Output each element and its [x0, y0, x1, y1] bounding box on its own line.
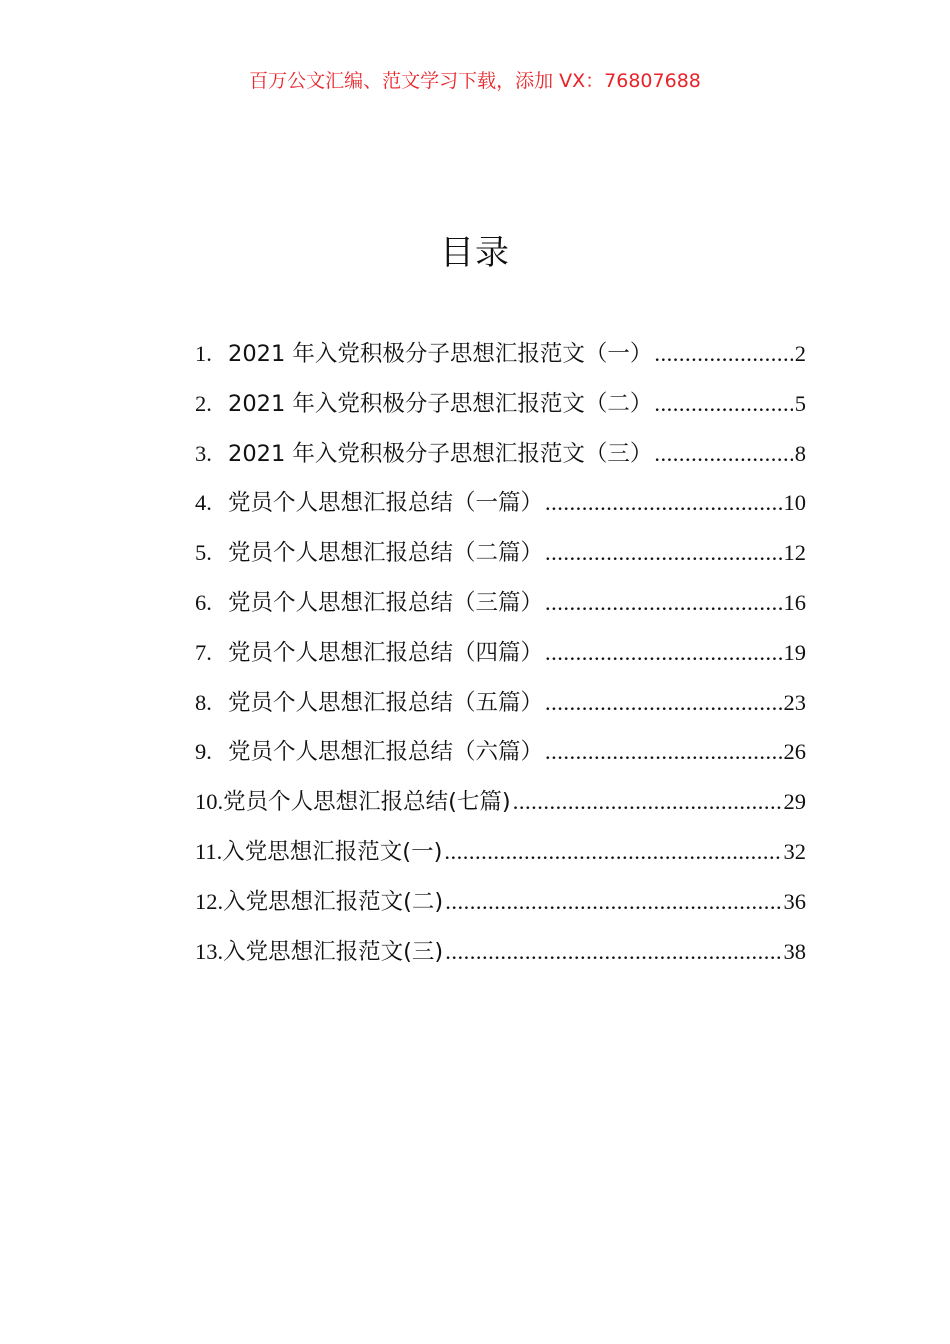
toc-entry-page: 8	[794, 440, 806, 466]
toc-entry-number: 2.	[195, 390, 212, 416]
toc-entry-number: 1.	[195, 341, 212, 366]
toc-entry-page: 26	[783, 739, 806, 765]
toc-entry-title: 党员个人思想汇报总结(七篇)	[223, 789, 511, 816]
toc-title: 目录	[440, 233, 510, 273]
toc-entry-number: 4.	[195, 490, 212, 516]
toc-leader-dots	[545, 678, 781, 728]
toc-leader-dots	[654, 379, 792, 429]
toc-list	[195, 329, 806, 976]
toc-entry-page: 19	[783, 639, 806, 665]
toc-entry-number: 3.	[195, 440, 212, 466]
toc-leader-dots	[445, 927, 781, 977]
toc-entry-number: 6.	[195, 589, 212, 615]
toc-entry-4[interactable]	[195, 478, 806, 528]
toc-entry-title: 入党思想汇报范文(三)	[223, 938, 444, 965]
toc-entry-2[interactable]	[195, 379, 806, 429]
toc-entry-9[interactable]	[195, 727, 806, 777]
toc-entry-number: 5.	[195, 540, 212, 566]
toc-leader-dots	[545, 478, 781, 528]
toc-leader-dots	[513, 777, 782, 827]
toc-entry-title: 2021 年入党积极分子思想汇报范文（一）	[228, 341, 653, 367]
toc-entry-page: 5	[794, 390, 806, 416]
toc-entry-8[interactable]	[195, 678, 806, 728]
toc-entry-7[interactable]	[195, 628, 806, 678]
toc-entry-number: 8.	[195, 689, 212, 715]
toc-entry-1[interactable]	[195, 329, 806, 379]
toc-entry-title: 党员个人思想汇报总结（三篇）	[228, 589, 544, 616]
toc-entry-title: 2021 年入党积极分子思想汇报范文（二）	[228, 390, 653, 417]
toc-entry-title: 2021 年入党积极分子思想汇报范文（三）	[228, 440, 653, 467]
toc-entry-3[interactable]	[195, 429, 806, 479]
toc-entry-page: 29	[783, 789, 806, 815]
toc-entry-10[interactable]	[195, 777, 806, 827]
toc-entry-page: 32	[783, 838, 806, 864]
toc-entry-page: 16	[783, 589, 806, 615]
toc-entry-13[interactable]	[195, 927, 806, 977]
toc-entry-5[interactable]	[195, 528, 806, 578]
toc-entry-page: 10	[783, 490, 806, 516]
toc-entry-title: 入党思想汇报范文(二)	[223, 888, 444, 915]
toc-entry-page: 23	[783, 689, 806, 715]
toc-entry-number: 10.	[195, 789, 224, 815]
toc-entry-number: 9.	[195, 739, 212, 765]
toc-leader-dots	[444, 827, 781, 877]
toc-leader-dots	[445, 877, 781, 927]
toc-entry-title: 入党思想汇报范文(一)	[222, 838, 443, 865]
toc-entry-title: 党员个人思想汇报总结（五篇）	[228, 689, 544, 716]
toc-entry-page: 36	[783, 888, 806, 914]
toc-entry-title: 党员个人思想汇报总结（四篇）	[228, 639, 544, 666]
toc-leader-dots	[545, 578, 781, 628]
toc-leader-dots	[545, 628, 781, 678]
toc-leader-dots	[654, 429, 792, 479]
toc-entry-number: 12.	[195, 888, 224, 914]
toc-entry-page: 12	[783, 540, 806, 566]
toc-leader-dots	[545, 528, 781, 578]
toc-entry-title: 党员个人思想汇报总结（六篇）	[228, 739, 544, 766]
toc-entry-number: 13.	[195, 938, 224, 964]
toc-entry-title: 党员个人思想汇报总结（一篇）	[228, 490, 544, 517]
toc-entry-page: 2	[794, 341, 806, 366]
toc-entry-11[interactable]	[195, 827, 806, 877]
toc-entry-number: 7.	[195, 639, 212, 665]
toc-entry-title: 党员个人思想汇报总结（二篇）	[228, 540, 544, 567]
header-banner: 百万公文汇编、范文学习下载，添加 VX：76807688	[249, 70, 701, 92]
toc-entry-number: 11.	[195, 838, 223, 864]
toc-entry-12[interactable]	[195, 877, 806, 927]
toc-leader-dots	[545, 727, 781, 777]
toc-entry-6[interactable]	[195, 578, 806, 628]
toc-leader-dots	[654, 329, 792, 379]
toc-entry-page: 38	[783, 938, 806, 964]
